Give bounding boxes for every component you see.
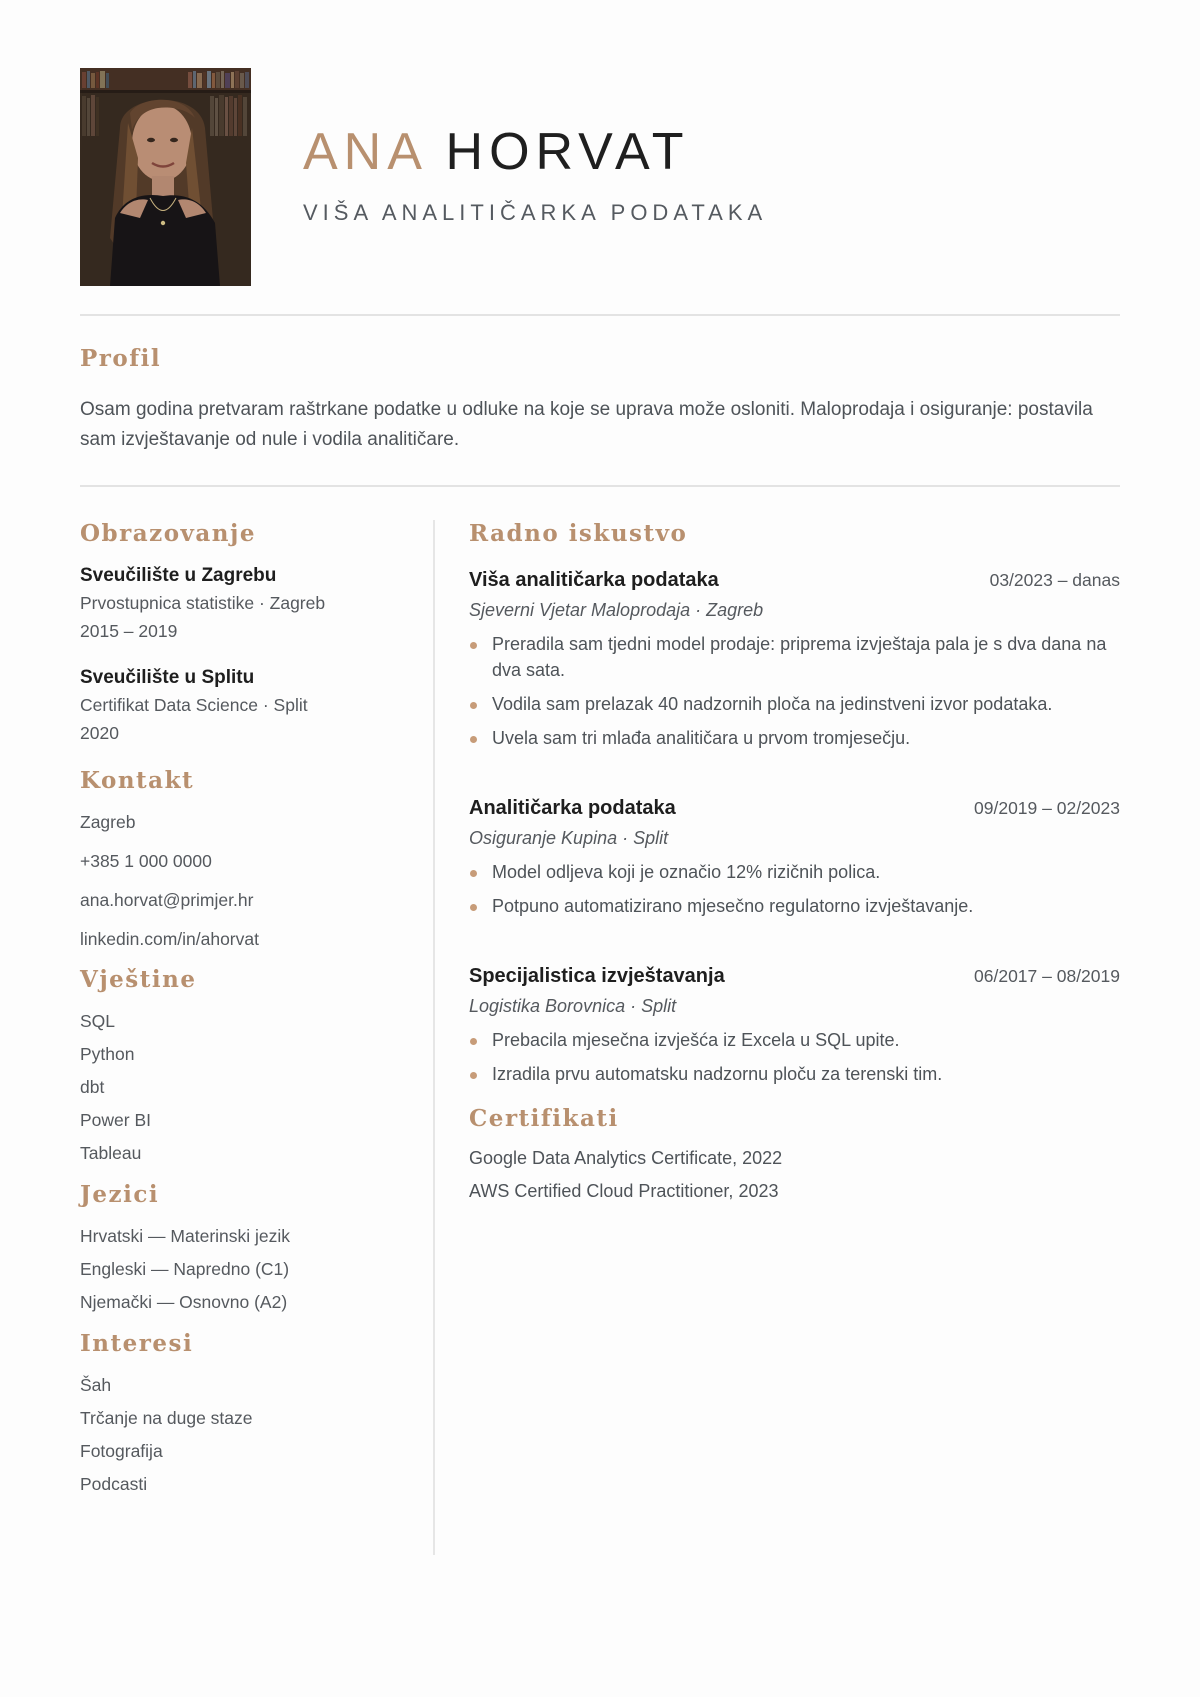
contact-linkedin[interactable]: linkedin.com/in/ahorvat [80,929,259,949]
contact-email[interactable]: ana.horvat@primjer.hr [80,890,254,910]
bullet-dot-icon [470,1072,477,1079]
contact-city: Zagreb [80,812,136,832]
interests-heading: Interesi [80,1330,194,1357]
job-title-heading: VIŠA ANALITIČARKA PODATAKA [303,200,768,225]
job-bullet [469,725,1120,751]
job-company: Logistika Borovnica · Split [469,996,677,1016]
education-detail: Certifikat Data Science · Split [80,695,308,715]
column-divider [433,520,435,1555]
certificate-item: Google Data Analytics Certificate, 2022 [469,1148,783,1168]
profile-text: Osam godina pretvaram raštrkane podatke u odluke na koje se uprava može osloniti. Maloprodaja i osiguranje: postavila sam izvještavanje od nule i vodila analitičare. [80,399,1093,450]
education-detail: Prvostupnica statistike · Zagreb [80,593,326,613]
job-company: Sjeverni Vjetar Maloprodaja · Zagreb [469,600,764,620]
job-bullet-text: Izradila prvu automatsku nadzornu ploču za terenski tim. [492,1064,943,1084]
bullet-dot-icon [470,736,477,743]
interest-item: Podcasti [80,1474,148,1494]
bullet-dot-icon [470,702,477,709]
bullet-dot-icon [470,904,477,911]
contact-heading: Kontakt [80,767,195,794]
skill-item: Python [80,1044,135,1064]
job-bullet-text: Potpuno automatizirano mjesečno regulatorno izvještavanje. [492,896,974,916]
job-dates: 03/2023 – danas [989,570,1120,590]
job-bullet [469,691,1120,717]
first-name: ANA [303,123,426,181]
job-title: Specijalistica izvještavanja [469,965,725,987]
education-school: Sveučilište u Splitu [80,667,255,688]
language-item: Hrvatski — Materinski jezik [80,1226,291,1246]
language-item: Njemački — Osnovno (A2) [80,1292,288,1312]
certificates-heading: Certifikati [469,1105,619,1132]
contact-section [80,767,410,951]
profile-photo [80,68,251,286]
certificate-item: AWS Certified Cloud Practitioner, 2023 [469,1181,779,1201]
job-bullet [469,631,1120,683]
languages-section [80,1181,410,1314]
interest-item: Šah [80,1375,112,1395]
job-company: Osiguranje Kupina · Split [469,828,669,848]
education-item [80,563,410,645]
education-item [80,665,410,747]
job-bullet-text: Preradila sam tjedni model prodaje: priprema izvještaja pala je s dva dana na dva sata. [492,634,1107,680]
job-bullet [469,1027,1120,1053]
job-bullet [469,893,1120,919]
job-entry [469,565,1120,751]
interest-item: Trčanje na duge staze [80,1408,253,1428]
language-item: Engleski — Napredno (C1) [80,1259,290,1279]
last-name: HORVAT [445,123,690,181]
skill-item: Tableau [80,1143,142,1163]
skill-item: Power BI [80,1110,151,1130]
job-bullet-text: Model odljeva koji je označio 12% rizičnih polica. [492,862,881,882]
job-dates: 06/2017 – 08/2019 [974,966,1120,986]
job-bullet-text: Vodila sam prelazak 40 nadzornih ploča na jedinstveni izvor podataka. [492,694,1053,714]
right-column [469,520,1120,1212]
job-bullet [469,859,1120,885]
bullet-dot-icon [470,642,477,649]
education-years: 2020 [80,723,119,743]
skills-heading: Vještine [80,966,197,993]
profile-heading: Profil [80,345,162,372]
job-bullet-text: Uvela sam tri mlađa analitičara u prvom tromjesečju. [492,728,911,748]
left-column [80,520,410,1505]
education-years: 2015 – 2019 [80,621,178,641]
header-divider [80,314,1120,316]
bullet-dot-icon [470,1038,477,1045]
education-school: Sveučilište u Zagrebu [80,565,277,586]
education-heading: Obrazovanje [80,520,256,547]
skill-item: SQL [80,1011,116,1031]
interest-item: Fotografija [80,1441,163,1461]
job-title: Analitičarka podataka [469,797,676,819]
skill-item: dbt [80,1077,105,1097]
skills-section [80,966,410,1165]
job-bullet-text: Prebacila mjesečna izvješća iz Excela u SQL upite. [492,1030,900,1050]
certificates-section [469,1105,1120,1203]
profile-divider [80,485,1120,487]
interests-section [80,1330,410,1496]
experience-heading: Radno iskustvo [469,520,688,547]
languages-heading: Jezici [80,1181,160,1208]
job-bullet [469,1061,1120,1087]
contact-phone[interactable]: +385 1 000 0000 [80,851,212,871]
job-entry [469,961,1120,1087]
portrait-image [80,68,251,286]
bullet-dot-icon [470,870,477,877]
job-entry [469,793,1120,919]
full-name [303,122,690,182]
job-title: Viša analitičarka podataka [469,569,719,591]
job-dates: 09/2019 – 02/2023 [974,798,1120,818]
